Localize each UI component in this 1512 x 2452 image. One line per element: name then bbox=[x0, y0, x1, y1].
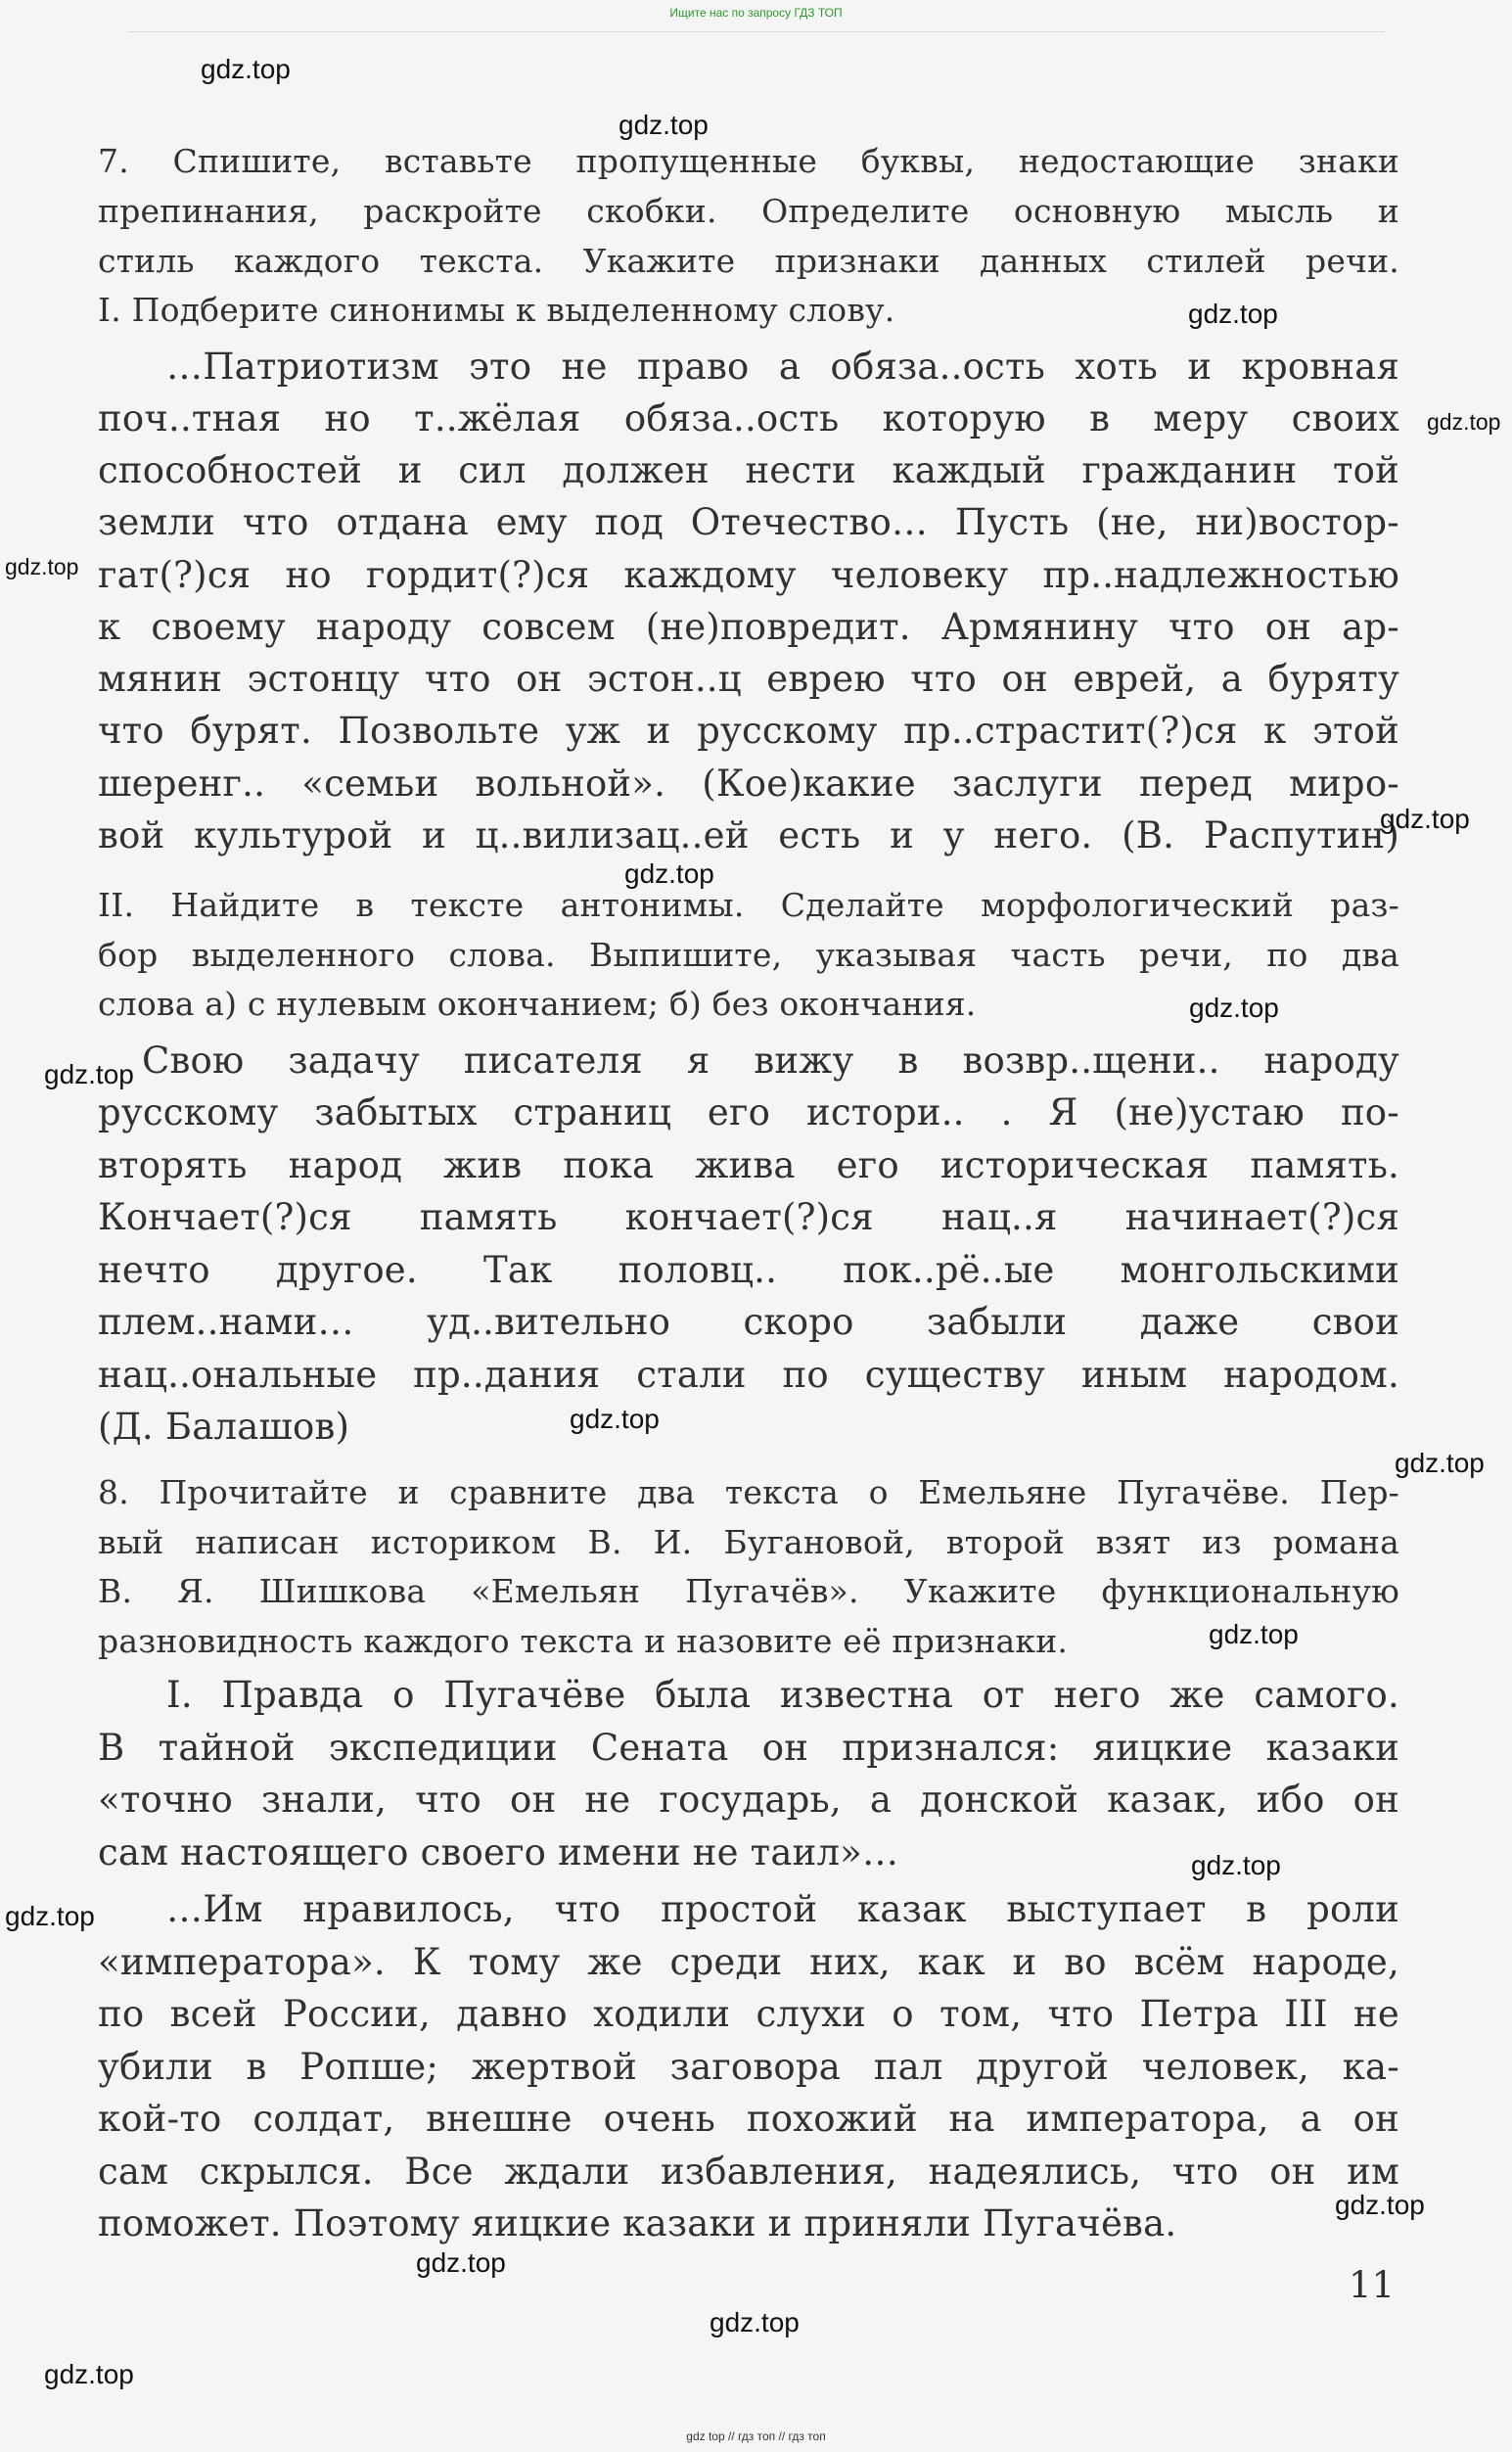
text-line: В тайной экспедиции Сената он признался: яицкие казаки bbox=[98, 1727, 1399, 1769]
text-line: шеренг.. «семьи вольной». (Кое)какие заслуги перед миро- bbox=[98, 763, 1399, 805]
text-line: убили в Ропше; жертвой заговора пал другой человек, ка- bbox=[98, 2046, 1399, 2088]
text-line: II. Найдите в тексте антонимы. Сделайте морфологический раз- bbox=[98, 886, 1399, 924]
text-line: «императора». К тому же среди них, как и во всём народе, bbox=[98, 1941, 1399, 1983]
page-number: 11 bbox=[1349, 2264, 1396, 2306]
watermark: gdz.top bbox=[1427, 409, 1501, 435]
watermark: gdz.top bbox=[1191, 1850, 1281, 1880]
text-line: к своему народу совсем (не)повредит. Армянину что он ар- bbox=[98, 606, 1399, 648]
text-line: Кончает(?)ся память кончает(?)ся нац..я начинает(?)ся bbox=[98, 1196, 1399, 1238]
text-line: кой-то солдат, внешне очень похожий на императора, а он bbox=[98, 2098, 1399, 2140]
watermark: gdz.top bbox=[201, 54, 291, 84]
top-banner: Ищите нас по запросу ГДЗ ТОП bbox=[669, 6, 843, 20]
text-line: способностей и сил должен нести каждый гражданин той bbox=[98, 449, 1399, 491]
text-line: земли что отдана ему под Отечество… Пусть (не, ни)востор- bbox=[98, 501, 1399, 543]
watermark: gdz.top bbox=[5, 1901, 95, 1931]
text-line: стиль каждого текста. Укажите признаки данных стилей речи. bbox=[98, 242, 1399, 280]
text-line: I. Правда о Пугачёве была известна от него же самого. bbox=[166, 1674, 1399, 1716]
text-line: мянин эстонцу что он эстон..ц еврею что он еврей, а буряту bbox=[98, 658, 1399, 700]
text-line: поможет. Поэтому яицкие казаки и приняли Пугачёва. bbox=[98, 2202, 1177, 2244]
text-line: Свою задачу писателя я вижу в возвр..щени.. народу bbox=[142, 1040, 1399, 1082]
watermark: gdz.top bbox=[44, 2359, 134, 2389]
text-line: по всей России, давно ходили слухи о том, что Петра III не bbox=[98, 1993, 1399, 2035]
text-line: нац..ональные пр..дания стали по существу иным народом. bbox=[98, 1354, 1399, 1396]
watermark: gdz.top bbox=[1335, 2190, 1425, 2220]
text-line: …Патриотизм это не право а обяза..ость хоть и кровная bbox=[166, 346, 1399, 388]
watermark: gdz.top bbox=[5, 554, 79, 579]
watermark: gdz.top bbox=[416, 2247, 506, 2278]
watermark: gdz.top bbox=[44, 1059, 134, 1089]
text-line: поч..тная но т..жёлая обяза..ость которую в меру своих bbox=[98, 397, 1399, 440]
watermark: gdz.top bbox=[710, 2307, 800, 2337]
text-line: плем..нами… уд..вительно скоро забыли даже свои bbox=[98, 1301, 1399, 1343]
text-line: (Д. Балашов) bbox=[98, 1406, 350, 1448]
text-line: вый написан историком В. И. Бугановой, второй взят из романа bbox=[98, 1523, 1399, 1561]
watermark: gdz.top bbox=[1188, 299, 1278, 329]
bottom-banner: gdz top // гдз топ // гдз топ bbox=[686, 2429, 826, 2443]
text-line: препинания, раскройте скобки. Определите основную мысль и bbox=[98, 192, 1399, 230]
text-line: вой культурой и ц..вилизац..ей есть и у него. (В. Распутин) bbox=[98, 814, 1399, 856]
watermark: gdz.top bbox=[1189, 993, 1279, 1023]
text-line: I. Подберите синонимы к выделенному слову. bbox=[98, 291, 895, 329]
watermark: gdz.top bbox=[619, 110, 709, 140]
text-line: сам настоящего своего имени не таил»… bbox=[98, 1831, 899, 1874]
top-divider bbox=[127, 31, 1385, 32]
text-line: …Им нравилось, что простой казак выступает в роли bbox=[166, 1888, 1399, 1930]
watermark: gdz.top bbox=[570, 1404, 660, 1434]
text-line: русскому забытых страниц его истори.. . Я (не)устаю по- bbox=[98, 1091, 1399, 1133]
text-line: слова а) с нулевым окончанием; б) без окончания. bbox=[98, 985, 977, 1023]
text-line: сам скрылся. Все ждали избавления, надеялись, что он им bbox=[98, 2151, 1399, 2193]
watermark: gdz.top bbox=[1380, 804, 1470, 834]
text-line: нечто другое. Так половц.. пок..рё..ые монгольскими bbox=[98, 1249, 1399, 1291]
text-line: «точно знали, что он не государь, а донской казак, ибо он bbox=[98, 1779, 1399, 1821]
text-line: 7. Спишите, вставьте пропущенные буквы, недостающие знаки bbox=[98, 142, 1399, 180]
text-line: вторять народ жив пока жива его историческая память. bbox=[98, 1144, 1399, 1186]
watermark: gdz.top bbox=[1395, 1448, 1485, 1478]
text-line: гат(?)ся но гордит(?)ся каждому человеку пр..надлежностью bbox=[98, 554, 1399, 596]
text-line: что бурят. Позвольте уж и русскому пр..страстит(?)ся к этой bbox=[98, 710, 1399, 752]
text-line: разновидность каждого текста и назовите её признаки. bbox=[98, 1622, 1069, 1660]
text-line: 8. Прочитайте и сравните два текста о Емельяне Пугачёве. Пер- bbox=[98, 1473, 1399, 1511]
watermark: gdz.top bbox=[1209, 1619, 1299, 1649]
watermark: gdz.top bbox=[624, 858, 714, 889]
text-line: бор выделенного слова. Выпишите, указывая часть речи, по два bbox=[98, 936, 1399, 974]
text-line: В. Я. Шишкова «Емельян Пугачёв». Укажите функциональную bbox=[98, 1572, 1399, 1610]
